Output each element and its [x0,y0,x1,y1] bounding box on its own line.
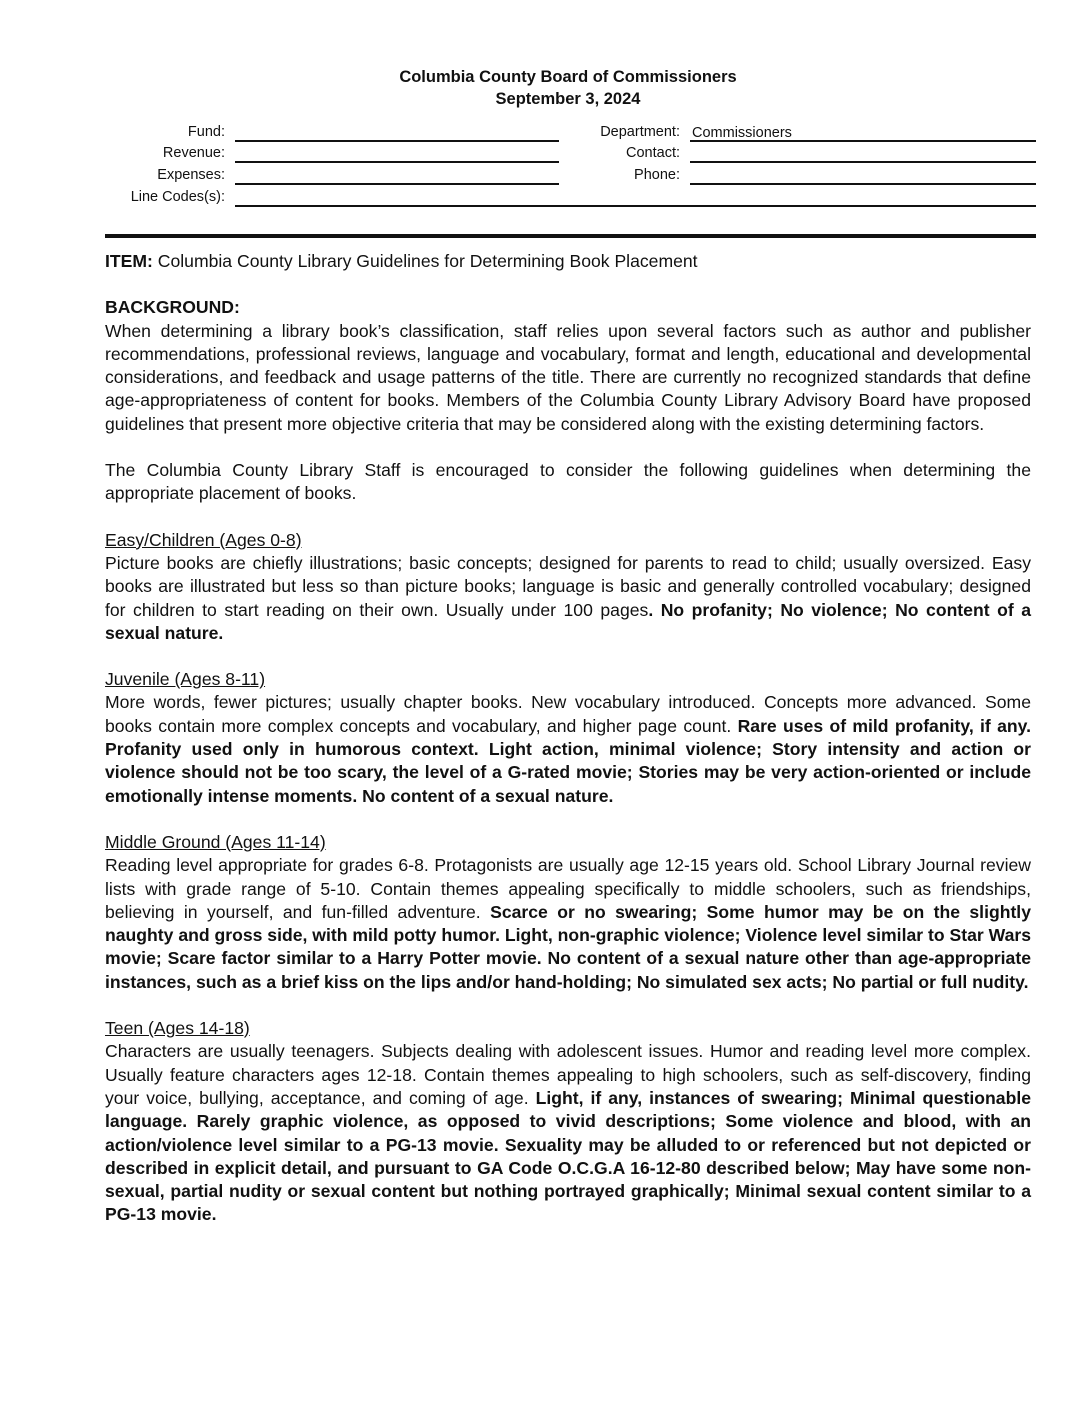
revenue-label: Revenue: [162,145,225,161]
department-field: Commissioners [690,124,1036,142]
section-text: More words, fewer pictures; usually chapter books. New vocabulary introduced. Concepts more advanced. Some books contain more complex concepts and vocabulary, and higher page count. Rare uses of mild profanity, if any. Profanity used only in humorous context. Light action, minimal violence; Story intensity and action or violence should not be too scary, the level of a G-rated movie; Stories may be very action-oriented or include emotionally intense moments. No content of a sexual nature. [105,692,1031,806]
fund-field [235,124,559,142]
section-title: Easy/Children (Ages 0-8) [105,529,302,550]
document-page [105,66,1032,1225]
background-paragraph-1: When determining a library book’s classification, staff relies upon several factors such as author and publisher recommendations, professional reviews, language and vocabulary, format and length, educational and developmental considerations, and feedback and usage patterns of the title. There are currently no recognized standards that define age-appropriateness of content for books. Members of the Columbia County Library Advisory Board have proposed guidelines that present more objective criteria that may be considered along with the existing determining factors. [105,320,1031,434]
document-header [105,66,1031,110]
header-divider [105,234,1036,238]
revenue-field [235,145,559,163]
line-codes-field [235,189,1036,207]
section-title: Teen (Ages 14-18) [105,1018,250,1039]
phone-field [690,167,1036,185]
board-title: Columbia County Board of Commissioners [399,68,737,86]
document-body [105,250,1031,1227]
phone-label: Phone: [634,167,680,183]
meeting-date: September 3, 2024 [495,90,641,108]
section-juvenile [105,668,1031,808]
background-paragraph-2: The Columbia County Library Staff is encouraged to consider the following guidelines when determining the appropriate placement of books. [105,460,1031,504]
contact-field [690,145,1036,163]
contact-label: Contact: [626,145,680,161]
background-heading: BACKGROUND: [105,297,240,318]
line-codes-label: Line Codes(s): [130,189,225,205]
section-text: Picture books are chiefly illustrations; basic concepts; designed for parents to read to child; usually oversized. Easy books are illustrated but less so than picture books; language is basic and generally controlled vocabulary; designed for children to start reading on their own. Usually under 100 pages. No profanity; No violence; No content of a sexual nature. [105,552,1031,643]
section-text: Characters are usually teenagers. Subjects dealing with adolescent issues. Humor and reading level more complex. Usually feature characters ages 12-18. Contain themes appealing to high schoolers, such as self-discovery, finding your voice, bullying, acceptance, and coming of age. Light, if any, instances of swearing; Minimal questionable language. Rarely graphic violence, as opposed to vivid descriptions; Some violence and blood, with an action/violence level similar to a PG-13 movie. Sexuality may be alluded to or referenced but not depicted or described in explicit detail, and pursuant to GA Code O.C.G.A 16-12-80 described below; May have some non-sexual, partial nudity or sexual content but nothing portrayed graphically; Minimal sexual content similar to a PG-13 movie. [105,1041,1032,1225]
section-title: Juvenile (Ages 8-11) [105,669,266,690]
section-middle-ground [105,831,1031,994]
expenses-field [235,167,559,185]
department-label: Department: [600,124,680,140]
info-fields [105,122,1031,214]
item-line [105,250,1031,273]
item-label: ITEM: [105,251,153,271]
section-text: Reading level appropriate for grades 6-8. Protagonists are usually age 12-15 years old. School Library Journal review lists with grade range of 5-10. Contain themes appealing specifically to middle schoolers, such as friendships, believing in yourself, and fun-filled adventure. Scarce or no swearing; Some humor may be on the slightly naughty and gross side, with mild potty humor. Light, non-graphic violence; Violence level similar to Star Wars movie; Scare factor similar to a Harry Potter movie. No content of a sexual nature other than age-appropriate instances, such as a brief kiss on the lips and/or hand-holding; No simulated sex acts; No partial or full nudity. [105,855,1031,992]
section-easy-children [105,529,1031,645]
expenses-label: Expenses: [157,167,225,183]
section-teen [105,1017,1031,1227]
item-text: Columbia County Library Guidelines for Determining Book Placement [152,251,698,271]
section-title: Middle Ground (Ages 11-14) [105,831,326,852]
fund-label: Fund: [187,124,225,140]
